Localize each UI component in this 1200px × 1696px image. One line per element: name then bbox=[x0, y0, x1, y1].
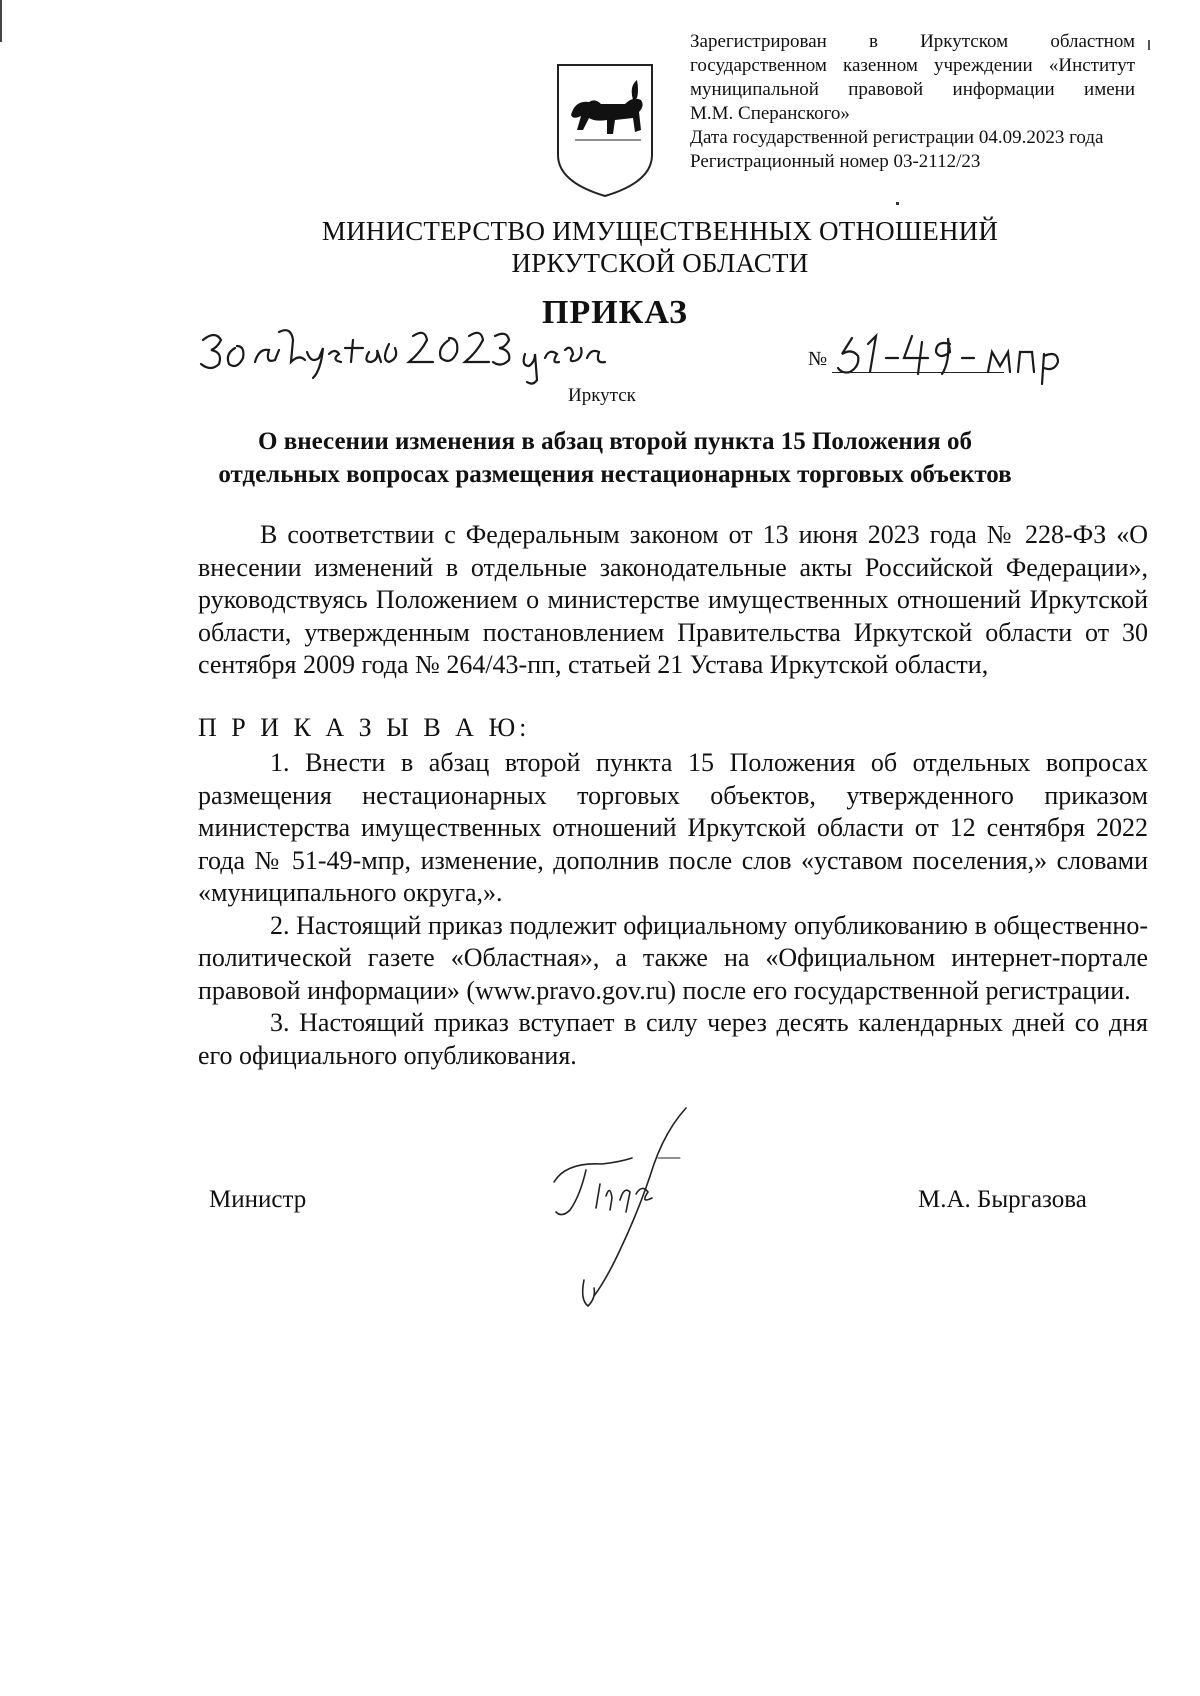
preamble-paragraph: В соответствии с Федеральным законом от 13 июня 2023 года № 228-ФЗ «О внесении изменений в отдельные законодательные акты Российской Федерации», руководствуясь Положением о министерстве имущественных отношений Иркутской области, утвержденным постановлением Правительства Иркутской области от 30 сентября 2009 года № 264/43-пп, статьей 21 Устава Иркутской области, bbox=[198, 520, 1148, 679]
registration-stamp bbox=[690, 30, 1135, 174]
document-title-line: О внесении изменения в абзац второй пункта 15 Положения об bbox=[258, 428, 972, 455]
signatory-name: М.А. Быргазова bbox=[918, 1186, 1087, 1213]
scan-edge-mark bbox=[0, 0, 2, 42]
signatory-position: Министр bbox=[209, 1186, 307, 1213]
coat-of-arms-icon bbox=[555, 60, 655, 200]
registration-number: Регистрационный номер 03-2112/23 bbox=[690, 151, 981, 172]
number-underline bbox=[832, 372, 1004, 373]
decree-item-1: 1. Внести в абзац второй пункта 15 Положения об отдельных вопросах размещения нестационарных торговых объектов, утвержденного приказом министерства имущественных отношений Иркутской области от 12 сентября 2022 года № 51-49-мпр, изменение, дополнив после слов «уставом поселения,» словами «муниципального округа,». bbox=[198, 748, 1148, 907]
number-label: № bbox=[808, 348, 828, 370]
handwritten-number bbox=[832, 318, 1092, 388]
handwritten-date bbox=[195, 318, 615, 388]
handwritten-signature bbox=[540, 1100, 800, 1330]
scan-edge-mark bbox=[1148, 40, 1150, 50]
preamble bbox=[198, 519, 1148, 682]
decree-item-3: 3. Настоящий приказ вступает в силу через десять календарных дней со дня его официального опубликования. bbox=[198, 1008, 1148, 1070]
registration-line: муниципальной правовой информации имени bbox=[690, 79, 1135, 100]
registration-line: государственном казенном учреждении «Институт bbox=[690, 55, 1135, 76]
ministry-region: ИРКУТСКОЙ ОБЛАСТИ bbox=[511, 248, 809, 278]
decree-word: П Р И К А З Ы В А Ю: bbox=[198, 713, 531, 742]
decree-item-2: 2. Настоящий приказ подлежит официальному опубликованию в общественно-политической газете «Областная», а также на «Официальном интернет-портале правовой информации» (www.pravo.gov.ru) после его государственной регистрации. bbox=[198, 910, 1148, 1005]
registration-date: Дата государственной регистрации 04.09.2023 года bbox=[690, 127, 1104, 148]
registration-line: М.М. Сперанского» bbox=[690, 103, 850, 124]
registration-line: Зарегистрирован в Иркутском областном bbox=[690, 31, 1135, 52]
city: Иркутск bbox=[568, 385, 636, 406]
scan-dot bbox=[896, 202, 899, 205]
document-type: ПРИКАЗ bbox=[542, 294, 688, 331]
decree-items bbox=[198, 747, 1148, 1072]
ministry-name: МИНИСТЕРСТВО ИМУЩЕСТВЕННЫХ ОТНОШЕНИЙ bbox=[321, 216, 999, 246]
document-title-line: отдельных вопросах размещения нестационарных торговых объектов bbox=[218, 461, 1012, 488]
